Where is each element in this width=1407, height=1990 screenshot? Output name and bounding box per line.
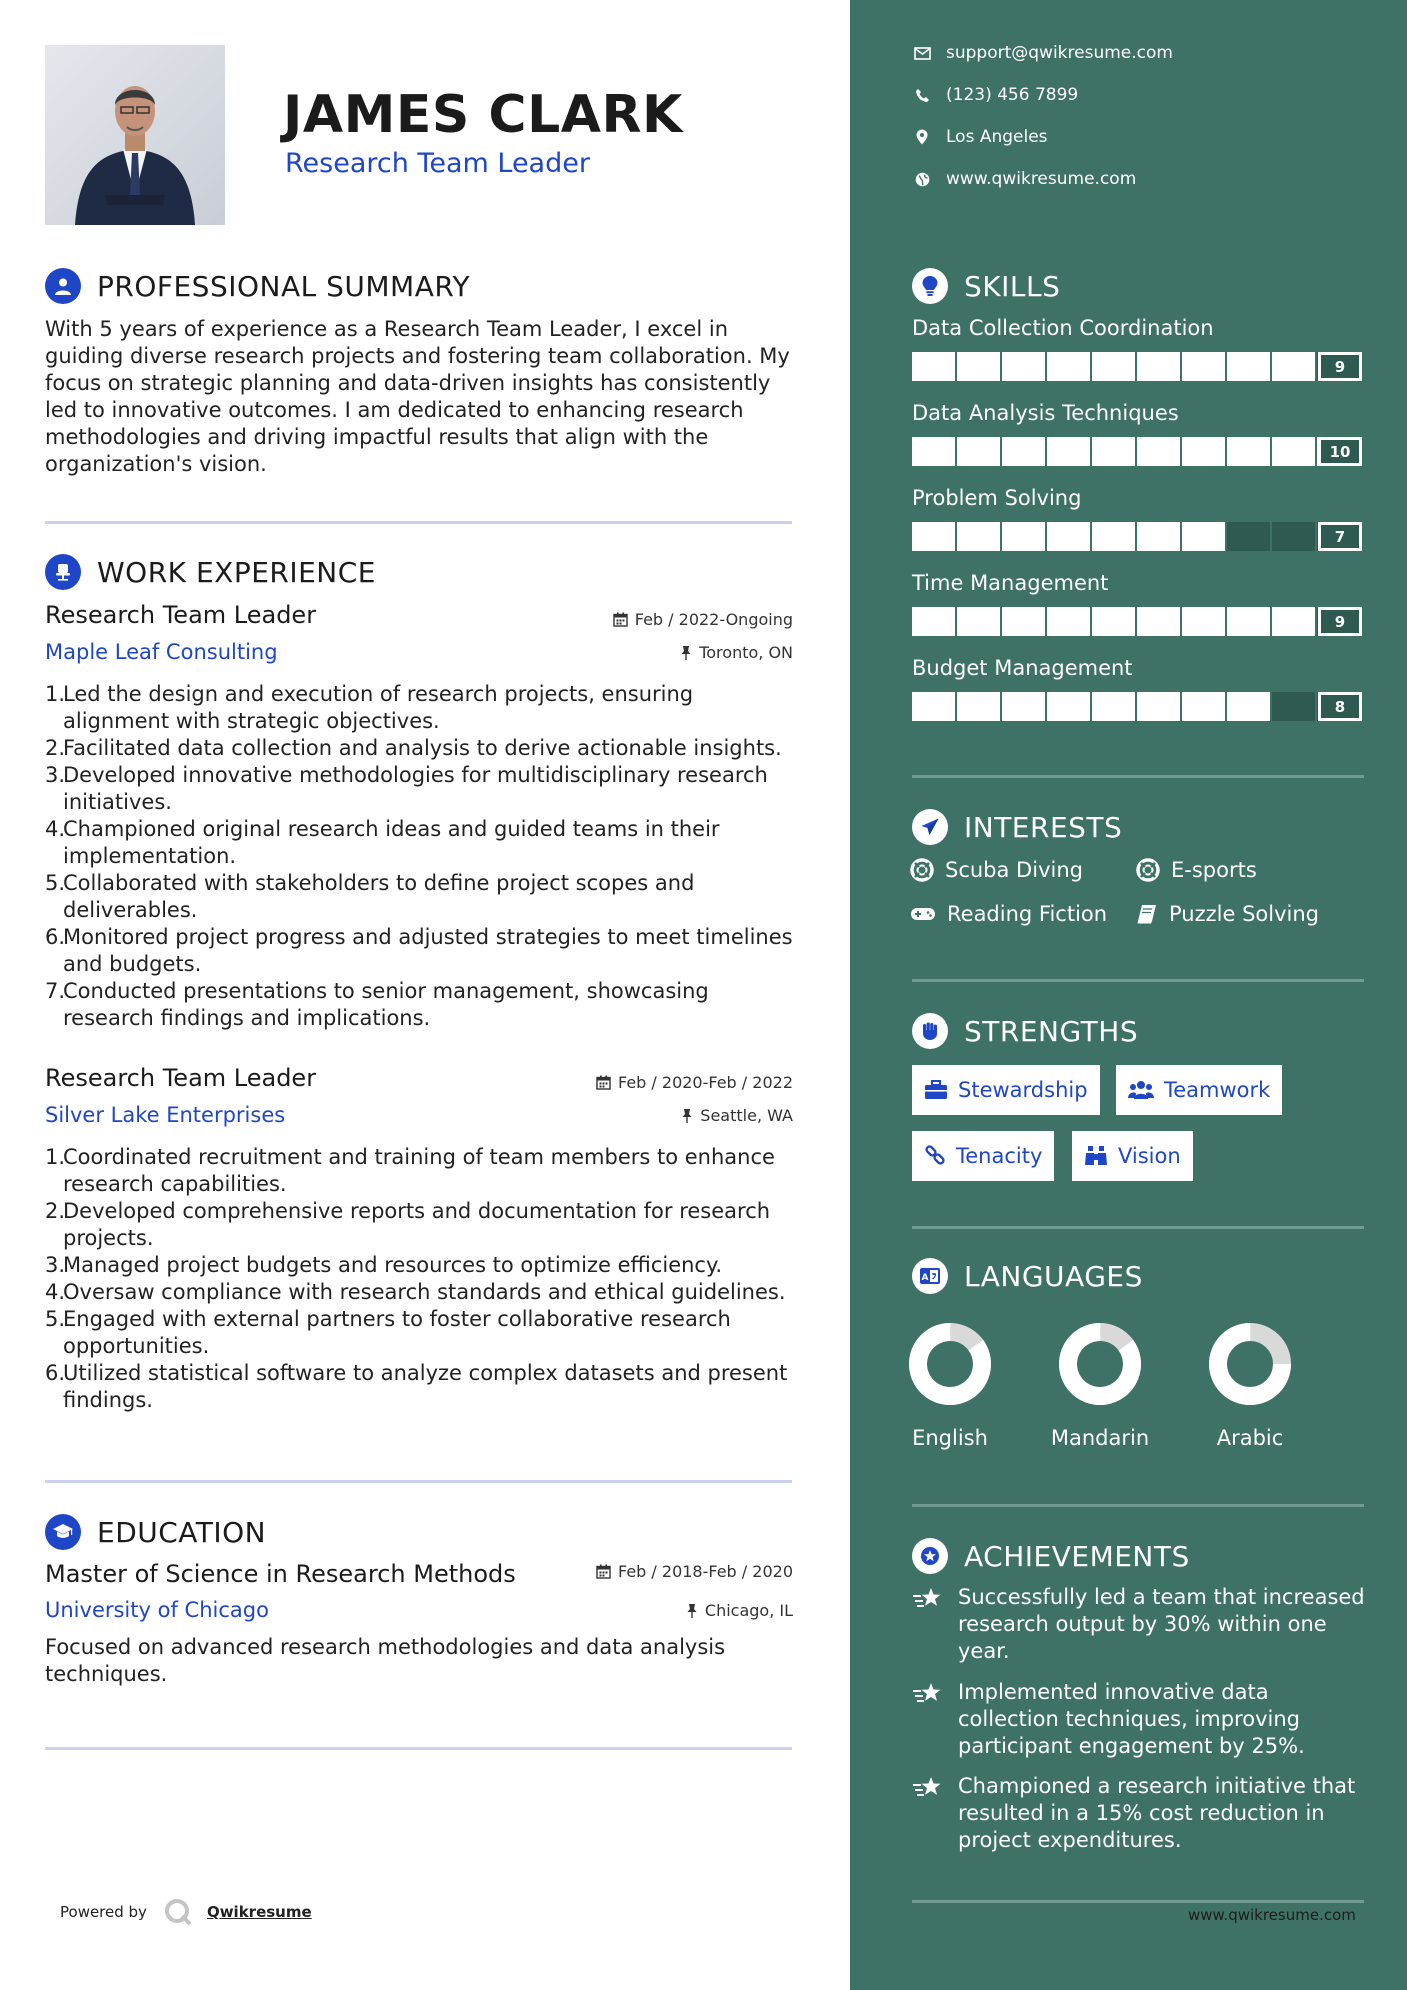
skill-bar-segment: [1182, 692, 1225, 721]
job-company: Maple Leaf Consulting: [45, 640, 278, 664]
achievement-item: Implemented innovative data collection techniques, improving participant engagement by 25%.: [912, 1679, 1372, 1760]
skill-bar-segment: [1227, 607, 1270, 636]
contact-email[interactable]: support@qwikresume.com: [912, 43, 1173, 63]
user-icon: [45, 268, 81, 304]
education-dates-text: Feb / 2018-Feb / 2020: [618, 1562, 793, 1581]
job-dates-text: Feb / 2022-Ongoing: [634, 610, 793, 629]
skill-level-badge: 9: [1318, 607, 1362, 636]
skill-bar-segment: [1137, 692, 1180, 721]
job-dates: [613, 610, 793, 629]
pushpin-icon: [686, 1603, 698, 1618]
phone-icon: [912, 88, 932, 103]
skill-bar-segment: [1047, 522, 1090, 551]
office-chair-icon: [45, 554, 81, 590]
job-dates-text: Feb / 2020-Feb / 2022: [618, 1073, 793, 1092]
languages-heading: [912, 1258, 1143, 1294]
skill-bar-segment: [912, 352, 955, 381]
job-dates: [596, 1073, 793, 1092]
language-icon: [912, 1258, 948, 1294]
summary-heading: [45, 268, 470, 304]
globe-icon: [912, 172, 932, 187]
work-heading: [45, 554, 376, 590]
job-location: [680, 643, 793, 662]
list-item: 1. Led the design and execution of research projects, ensuring alignment with strategic objectives.: [45, 682, 694, 733]
education-location: [686, 1601, 793, 1620]
skill-bar-segment: [1182, 437, 1225, 466]
contact-location: Los Angeles: [912, 127, 1048, 147]
interest-item: Scuba Diving: [910, 858, 1083, 882]
divider: [912, 775, 1364, 778]
interests-heading: [912, 809, 1122, 845]
job-title: Research Team Leader: [45, 601, 317, 629]
language-name: Arabic: [1216, 1426, 1284, 1450]
contact-phone[interactable]: (123) 456 7899: [912, 85, 1078, 105]
skill-level-badge: 8: [1318, 692, 1362, 721]
skill-bar: [912, 692, 1362, 721]
divider: [912, 1900, 1364, 1903]
footer-website[interactable]: www.qwikresume.com: [1188, 1906, 1356, 1924]
skill-bar-segment: [1047, 607, 1090, 636]
skill-bar-segment: [1002, 692, 1045, 721]
graduation-cap-icon: [45, 1514, 81, 1550]
skill-name: Budget Management: [912, 656, 1133, 680]
candidate-name: JAMES CLARK: [283, 85, 683, 145]
powered-by-label: Powered by: [60, 1903, 147, 1921]
svg-text:A: A: [921, 1273, 929, 1283]
sidebar: [850, 0, 1407, 1990]
divider: [912, 979, 1364, 982]
link-icon: [924, 1145, 946, 1167]
skill-bar-segment: [1002, 437, 1045, 466]
language-item: [890, 1322, 1010, 1450]
list-item: 4. Oversaw compliance with research standards and ethical guidelines.: [45, 1280, 786, 1304]
skill-bar-segment: [1092, 692, 1135, 721]
skill-bar-segment: [1092, 352, 1135, 381]
calendar-icon: [613, 612, 628, 627]
skill-level-badge: 9: [1318, 352, 1362, 381]
skill-bar-segment: [912, 522, 955, 551]
skill-bar-segment: [1272, 692, 1315, 721]
skill-bar-segment: [1137, 522, 1180, 551]
lifebuoy-icon: [1136, 858, 1160, 882]
skill-bar: [912, 352, 1362, 381]
strengths-heading: [912, 1013, 1138, 1049]
interest-item: E-sports: [1136, 858, 1257, 882]
achievements-heading: [912, 1538, 1190, 1574]
language-donut: [1208, 1322, 1292, 1406]
skill-bar-segment: [912, 692, 955, 721]
skill-bar-segment: [1227, 352, 1270, 381]
language-item: [1040, 1322, 1160, 1450]
summary-title: PROFESSIONAL SUMMARY: [97, 269, 471, 303]
pushpin-icon: [681, 1108, 693, 1123]
profile-photo: [45, 45, 225, 225]
skill-name: Data Analysis Techniques: [912, 401, 1179, 425]
strength-badge: Stewardship: [912, 1065, 1100, 1115]
list-item: 4. Championed original research ideas and guided teams in their implementation.: [45, 817, 720, 868]
map-marker-icon: [912, 129, 932, 145]
shooting-star-icon: [912, 1584, 958, 1665]
language-donut: [908, 1322, 992, 1406]
skill-bar-segment: [1272, 352, 1315, 381]
skill-bar-segment: [912, 437, 955, 466]
list-item: 5. Engaged with external partners to foster collaborative research opportunities.: [45, 1307, 731, 1358]
fist-icon: [912, 1013, 948, 1049]
skill-bar-segment: [912, 607, 955, 636]
education-location-text: Chicago, IL: [704, 1601, 793, 1620]
language-item: [1190, 1322, 1310, 1450]
job-duties: [45, 681, 805, 1032]
candidate-role: Research Team Leader: [285, 148, 590, 179]
divider: [45, 1480, 792, 1483]
language-name: Mandarin: [1050, 1426, 1150, 1450]
skill-bar-segment: [957, 607, 1000, 636]
calendar-icon: [596, 1075, 611, 1090]
skill-bar-segment: [1137, 607, 1180, 636]
book-icon: [1136, 903, 1158, 925]
skill-level-badge: 10: [1318, 437, 1362, 466]
gamepad-icon: [910, 904, 936, 924]
list-item: 1. Coordinated recruitment and training of team members to enhance research capabilities.: [45, 1145, 775, 1196]
users-icon: [1128, 1080, 1154, 1100]
strengths-title: STRENGTHS: [964, 1014, 1139, 1048]
strength-badge: Vision: [1072, 1131, 1193, 1181]
divider: [912, 1226, 1364, 1229]
skill-bar-segment: [1272, 522, 1315, 551]
skill-bar-segment: [957, 352, 1000, 381]
job-location-text: Seattle, WA: [700, 1106, 793, 1125]
skill-bar-segment: [1227, 437, 1270, 466]
skill-bar-segment: [957, 522, 1000, 551]
language-donut-fill: [1058, 1322, 1142, 1406]
job-company: Silver Lake Enterprises: [45, 1103, 286, 1127]
list-item: 3. Managed project budgets and resources to optimize efficiency.: [45, 1253, 723, 1277]
list-item: 6. Monitored project progress and adjusted strategies to meet timelines and budgets.: [45, 925, 793, 976]
divider: [912, 1504, 1364, 1507]
list-item: 7. Conducted presentations to senior management, showcasing research findings and implications.: [45, 979, 709, 1030]
education-heading: [45, 1514, 266, 1550]
skill-bar-segment: [1182, 352, 1225, 381]
interest-item: Reading Fiction: [910, 902, 1107, 926]
language-donut: [1058, 1322, 1142, 1406]
shooting-star-icon: [912, 1773, 958, 1854]
education-title: EDUCATION: [97, 1515, 267, 1549]
skill-bar-segment: [1002, 352, 1045, 381]
contact-website[interactable]: www.qwikresume.com: [912, 169, 1136, 189]
lifebuoy-icon: [910, 858, 934, 882]
list-item: 3. Developed innovative methodologies for multidisciplinary research initiatives.: [45, 763, 768, 814]
skill-bar-segment: [1092, 607, 1135, 636]
interests-title: INTERESTS: [964, 810, 1123, 844]
skill-level-badge: 7: [1318, 522, 1362, 551]
strength-badge: Teamwork: [1116, 1065, 1282, 1115]
skill-bar-segment: [1047, 437, 1090, 466]
job-title: Research Team Leader: [45, 1064, 317, 1092]
skills-heading: [912, 268, 1060, 304]
list-item: 6. Utilized statistical software to analyze complex datasets and present findings.: [45, 1361, 788, 1412]
skill-bar-segment: [1002, 607, 1045, 636]
skill-bar-segment: [957, 692, 1000, 721]
skill-bar-segment: [1092, 522, 1135, 551]
skill-bar: [912, 607, 1362, 636]
divider: [45, 521, 792, 524]
strength-badge: Tenacity: [912, 1131, 1054, 1181]
language-name: English: [912, 1426, 988, 1450]
skill-bar-segment: [1227, 522, 1270, 551]
brand-link[interactable]: Qwikresume: [206, 1903, 312, 1921]
skill-bar-segment: [1002, 522, 1045, 551]
skill-bar: [912, 522, 1362, 551]
education-degree: Master of Science in Research Methods: [45, 1560, 516, 1588]
skill-bar-segment: [1182, 522, 1225, 551]
lightbulb-icon: [912, 268, 948, 304]
skill-bar-segment: [1272, 437, 1315, 466]
pushpin-icon: [680, 645, 692, 660]
work-title: WORK EXPERIENCE: [97, 555, 376, 589]
skill-bar-segment: [1092, 437, 1135, 466]
job-location-text: Toronto, ON: [699, 643, 793, 662]
education-description: Focused on advanced research methodologies and data analysis techniques.: [45, 1635, 726, 1686]
skills-title: SKILLS: [964, 269, 1061, 303]
languages-title: LANGUAGES: [964, 1259, 1143, 1293]
qwikresume-logo-icon: [163, 1897, 193, 1927]
skill-bar-segment: [1137, 352, 1180, 381]
skill-bar-segment: [957, 437, 1000, 466]
job-duties: [45, 1144, 805, 1414]
summary-text: With 5 years of experience as a Research Team Leader, I excel in guiding diverse research projects and fostering team collaboration. My focus on strategic planning and data-driven insights has consistently led to innovative outcomes. I am dedicated to enhancing research methodologies and driving impactful results that align with the organization's vision.: [45, 317, 790, 476]
education-dates: [596, 1562, 793, 1581]
achievements-title: ACHIEVEMENTS: [964, 1539, 1190, 1573]
language-donut-fill: [908, 1322, 992, 1406]
skill-bar: [912, 437, 1362, 466]
achievement-item: Championed a research initiative that resulted in a 15% cost reduction in project expenditures.: [912, 1773, 1372, 1854]
skill-bar-segment: [1047, 352, 1090, 381]
skill-bar-segment: [1137, 437, 1180, 466]
education-school: University of Chicago: [45, 1598, 269, 1622]
skill-name: Data Collection Coordination: [912, 316, 1214, 340]
powered-by: [60, 1897, 312, 1927]
envelope-icon: [912, 47, 932, 60]
list-item: 5. Collaborated with stakeholders to define project scopes and deliverables.: [45, 871, 695, 922]
shooting-star-icon: [912, 1679, 958, 1760]
divider: [45, 1747, 792, 1750]
skill-name: Time Management: [912, 571, 1109, 595]
paper-plane-icon: [912, 809, 948, 845]
interest-item: Puzzle Solving: [1136, 902, 1319, 926]
list-item: 2. Facilitated data collection and analysis to derive actionable insights.: [45, 736, 782, 760]
skill-bar-segment: [1047, 692, 1090, 721]
star-badge-icon: [912, 1538, 948, 1574]
skill-bar-segment: [1227, 692, 1270, 721]
briefcase-icon: [924, 1080, 948, 1100]
skill-bar-segment: [1182, 607, 1225, 636]
skill-bar-segment: [1272, 607, 1315, 636]
job-location: [681, 1106, 793, 1125]
calendar-icon: [596, 1564, 611, 1579]
list-item: 2. Developed comprehensive reports and documentation for research projects.: [45, 1199, 771, 1250]
achievement-item: Successfully led a team that increased research output by 30% within one year.: [912, 1584, 1372, 1665]
binoculars-icon: [1084, 1145, 1108, 1167]
skill-name: Problem Solving: [912, 486, 1082, 510]
